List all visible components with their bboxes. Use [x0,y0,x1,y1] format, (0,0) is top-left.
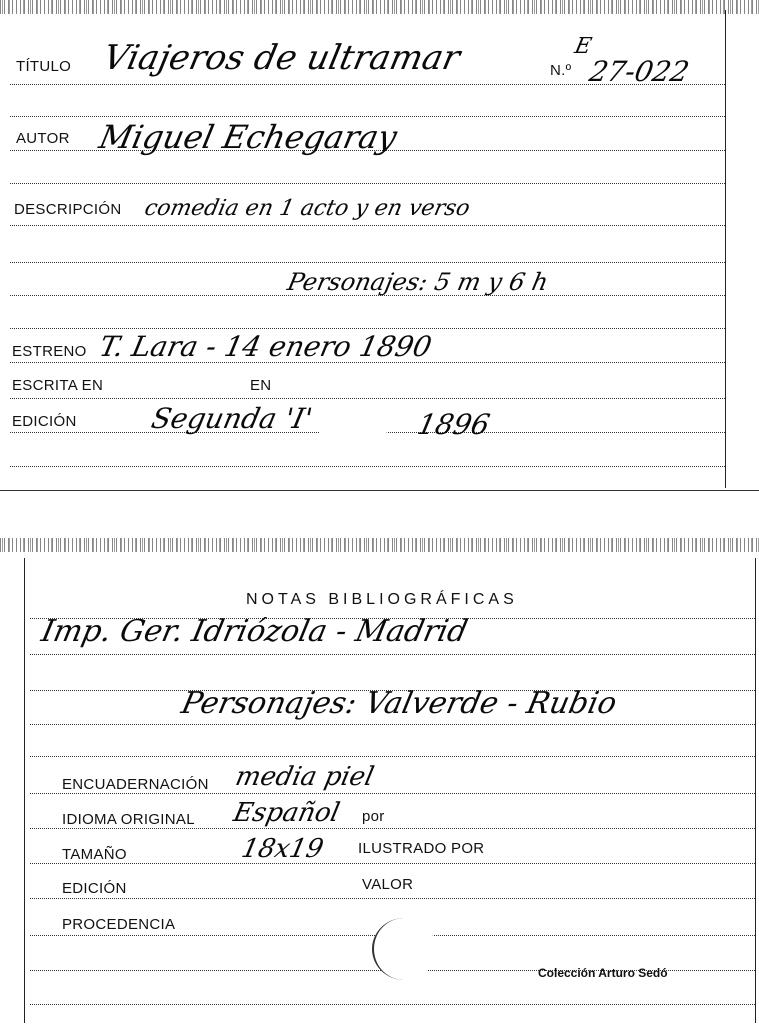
notas-heading: NOTAS BIBLIOGRÁFICAS [246,591,518,608]
ruled-line [30,898,755,899]
descripcion-value-2: Personajes: 5 m y 6 h [285,268,551,296]
ruled-line [30,1004,755,1005]
card-right-border [755,558,756,1023]
ruled-line [30,724,755,725]
idioma-label: IDIOMA ORIGINAL [62,811,195,828]
autor-label: AUTOR [16,130,70,147]
ilustrado-label: ILUSTRADO POR [358,840,485,857]
ruled-line [10,328,725,329]
edicion-value: Segunda 'I' [148,402,316,435]
ruled-line [30,756,755,757]
ruled-line [10,466,725,467]
autor-value: Miguel Echegaray [95,118,401,156]
card-bottom-edge [0,490,759,491]
numero-prefix: E [572,34,594,59]
card-left-border [24,558,25,1023]
idioma-value: Español [230,798,343,828]
numero-value: 27-022 [586,55,693,88]
ruled-line [10,262,725,263]
stamp-blot [372,918,436,980]
ruled-line [30,793,755,794]
ruled-line [10,225,725,226]
estreno-value: T. Lara - 14 enero 1890 [96,330,435,363]
valor-label: VALOR [362,876,414,893]
ruled-line [10,183,725,184]
titulo-label: TÍTULO [16,58,72,75]
descripcion-value: comedia en 1 acto y en verso [142,196,473,221]
escrita-en-label: ESCRITA EN [12,377,104,394]
ruled-line [10,116,725,117]
ruled-line [30,828,755,829]
tamano-value: 18x19 [238,834,327,864]
catalog-card-bottom [0,538,759,1028]
edicion-year: 1896 [414,408,493,441]
numero-label: N.º [550,62,572,79]
ruled-line [30,654,755,655]
descripcion-label: DESCRIPCIÓN [14,201,122,218]
card-edge-texture [0,0,759,14]
edicion-label-2: EDICIÓN [62,880,127,897]
edicion-label: EDICIÓN [12,413,77,430]
ruled-line [10,398,725,399]
titulo-value: Viajeros de ultramar [99,38,464,78]
note-line-1: Imp. Ger. Idriózola - Madrid [38,614,471,649]
encuadernacion-label: ENCUADERNACIÓN [62,776,209,793]
por-label: por [362,808,385,825]
ruled-line [30,863,755,864]
card-right-border [725,10,726,488]
catalog-card-top [0,0,759,495]
erasure-blot [318,402,388,450]
en-label: EN [250,377,272,394]
note-line-2: Personajes: Valverde - Rubio [178,686,620,721]
encuadernacion-value: media piel [232,762,377,792]
tamano-label: TAMAÑO [62,846,127,863]
collection-credit: Colección Arturo Sedó [538,966,668,980]
procedencia-label: PROCEDENCIA [62,916,176,933]
estreno-label: ESTRENO [12,343,87,360]
card-edge-texture [0,538,759,552]
